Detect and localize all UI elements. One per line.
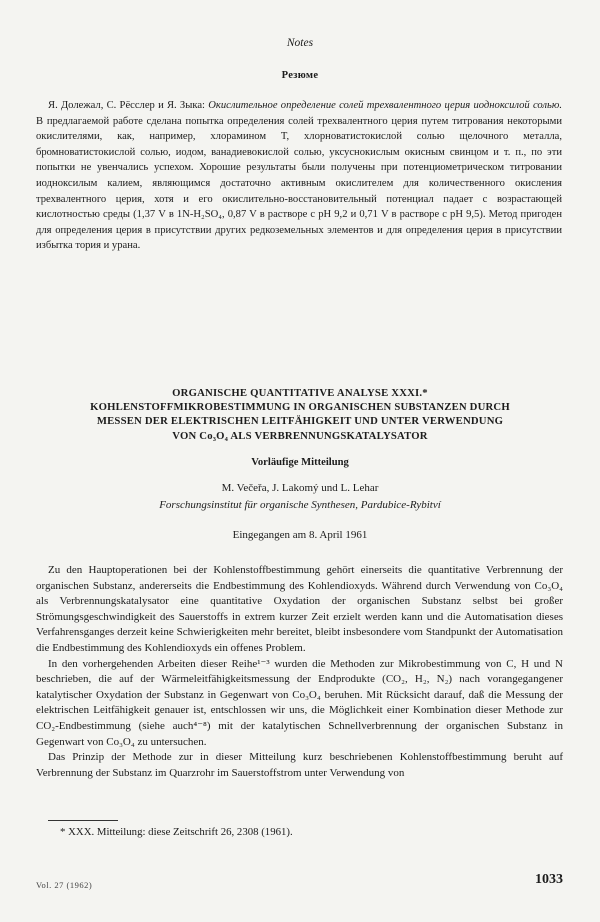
body-paragraph: In den vorhergehenden Arbeiten dieser Reihe¹⁻³ wurden die Methoden zur Mikrobestimmung von C, H und N beschrieben, die auf der Wärmeleitfähigkeitsmessung der Endprodukte (CO₂, H₂, N₂) nach vorangegangener katalytischer Oxydation der Substanz in Gegenwart von Co₃O₄ beruhen. Mit Rücksicht darauf, daß die Messung der elektrischen Leitfähigkeit genauer ist, entschlossen wir uns, die Möglichkeit einer Kombination dieser Methode zur CO₂-Endbestimmung (siehe auch⁴⁻⁸) mit der katalytischen Schnellverbrennung der organischen Substanz in Gegenwart von Co₃O₄ zu untersuchen. xyxy=(36,657,563,748)
resume-authors: Я. Долежал, С. Рёсслер и Я. Зыка: xyxy=(48,100,205,111)
article-title-line: VON Co₃O₄ ALS VERBRENNUNGSKATALYSATOR xyxy=(172,429,428,442)
body-paragraph: Das Prinzip der Methode zur in dieser Mitteilung kurz beschriebenen Kohlenstoffbestimmung beruht auf Verbrennung der Substanz im Quarzrohr im Sauerstoffstrom unter Verwendung von xyxy=(36,751,563,779)
footnote: * XXX. Mitteilung: diese Zeitschrift 26, 2308 (1961). xyxy=(60,826,293,838)
article-title-line: ORGANISCHE QUANTITATIVE ANALYSE XXXI.* xyxy=(172,387,428,399)
resume-heading: Резюме xyxy=(281,70,319,81)
running-head: Notes xyxy=(286,37,314,49)
article-institute: Forschungsinstitut für organische Synthesen, Pardubice-Rybitví xyxy=(159,499,441,511)
article-subtitle: Vorläufige Mitteilung xyxy=(251,457,349,468)
article-authors: M. Večeřa, J. Lakomý und L. Lehar xyxy=(221,482,379,494)
page-number: 1033 xyxy=(535,872,563,887)
article-body xyxy=(36,563,563,781)
footnote-divider xyxy=(48,820,118,821)
article-title-line: MESSEN DER ELEKTRISCHEN LEITFÄHIGKEIT UND UNTER VERWENDUNG xyxy=(96,415,504,428)
received-date: Eingegangen am 8. April 1961 xyxy=(232,529,368,541)
body-paragraph: Zu den Hauptoperationen bei der Kohlenstoffbestimmung gehört einerseits die quantitative Verbrennung der organischen Substanz, andererseits die Endbestimmung des Kohlendioxyds. Während durch Verwendung von Co₃O₄ als Verbrennungskatalysator eine quantitative Oxydation der organischen Substanz selbst bei großer Strömungsgeschwindigkeit des Sauerstoffs in extrem kurzer Zeit erzielt werden kann und die Automatisation dieses Verfahrensganges derzeit keine Schwierigkeiten mehr bereitet, bleibt insbesondere vom Standpunkt der Automatisation die Endbestimmung des Kohlendioxyds ein offenes Problem. xyxy=(36,564,563,654)
volume-info: Vol. 27 (1962) xyxy=(36,880,93,890)
resume-abstract xyxy=(36,98,562,254)
resume-title: Окислительное определение солей трехвалентного церия иодноксилой солью. xyxy=(208,100,562,111)
resume-text: В предлагаемой работе сделана попытка определения солей трехвалентного церия путем титрования некоторыми окислителями, как, например, хлорамином T, хлорноватистокислой солью щелочного металла, бромноватистокислой солью, иодом, ванадиевокислой солью, уксуснокислым окисным свинцом и т. п., по эти попытки не увенчались успехом. Хорошие результаты были получены при потенциометрическом титровании иодноксилым калием, являющимся достаточно активным окислителем для количественного окисления трехвалентного церия, хотя и его окислительно-восстановительный потенциал падает с возрастающей кислотностью среды (1,37 V в 1N-H₂SO₄, 0,87 V в растворе с pH 9,2 и 0,71 V в растворе с pH 9,5). Метод пригоден для определения церия в присутствии других редкоземельных элементов и для определения церия в присутствии избытка тория и урана. xyxy=(36,115,562,252)
article-title-line: KOHLENSTOFFMIKROBESTIMMUNG IN ORGANISCHEN SUBSTANZEN DURCH xyxy=(90,401,510,414)
article-title xyxy=(28,386,572,443)
